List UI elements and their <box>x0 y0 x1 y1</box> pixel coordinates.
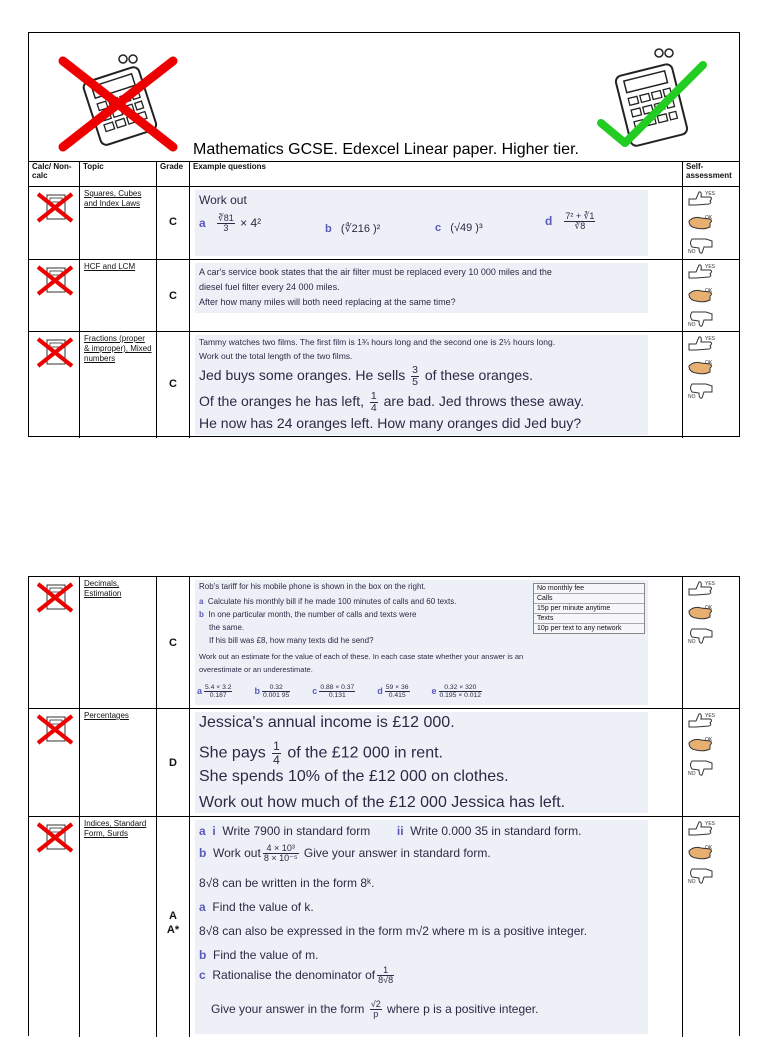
table-row <box>29 260 739 332</box>
q-text: Of the oranges he has left, <box>199 393 364 410</box>
self-assessment-cell <box>683 577 741 708</box>
yes-label: YES <box>705 191 716 197</box>
topic-label: Indices, Standard Form, Surds <box>80 817 157 1037</box>
ok-hand-icon[interactable] <box>686 285 716 305</box>
page-title: Mathematics GCSE. Edexcel Linear paper. Higher tier. <box>193 141 579 158</box>
topic-label: HCF and LCM <box>80 260 157 331</box>
thumbs-down-icon[interactable] <box>686 757 716 777</box>
non-calculator-icon <box>35 581 75 613</box>
tariff-box <box>533 583 645 634</box>
grade-cell <box>157 260 190 331</box>
q-line <box>199 365 533 388</box>
tariff-line: No monthly fee <box>534 584 644 594</box>
q-part-a <box>199 597 456 606</box>
thumbs-down-icon[interactable] <box>686 235 716 255</box>
part-label: c <box>435 222 442 234</box>
frac-den: 0.187 <box>209 692 227 700</box>
calc-cell <box>29 260 80 331</box>
q-text: 8√8 can be written in the form 8ᵏ. <box>199 876 375 890</box>
ok-label: OK <box>705 605 713 611</box>
question-box <box>195 263 648 313</box>
q-part-a <box>199 824 581 838</box>
q-text: the same. <box>209 623 245 632</box>
q-text: Work out the total length of the two films. <box>199 351 353 361</box>
thumbs-up-icon[interactable] <box>686 189 716 209</box>
calc-cell <box>29 187 80 259</box>
q-text: Give your answer in standard form. <box>303 846 491 861</box>
ok-label: OK <box>705 845 713 851</box>
q-text: Write 0.000 35 in standard form. <box>410 824 582 838</box>
col-grade: Grade <box>157 161 190 186</box>
frac-num: 5.4 × 3.2 <box>205 684 232 691</box>
part-label: b <box>254 685 260 696</box>
part-label: b <box>199 846 207 861</box>
q-text: Work out <box>213 846 261 861</box>
col-calc: Calc/ Non-calc <box>29 161 80 186</box>
q-line <box>211 1000 538 1020</box>
yes-label: YES <box>705 264 716 270</box>
grade-cell <box>157 577 190 708</box>
grade-value: C <box>169 378 177 390</box>
frac-den: p <box>373 1009 379 1020</box>
q-text: Work out how much of the £12 000 Jessica has left. <box>199 794 566 811</box>
calc-cell <box>29 577 80 708</box>
no-label: NO <box>688 322 696 328</box>
question-box <box>195 190 648 256</box>
non-calculator-icon <box>35 713 75 745</box>
non-calculator-icon <box>35 336 75 368</box>
grade-value: C <box>169 637 177 649</box>
topic-label: Fractions (proper & improper), Mixed numbers <box>80 332 157 438</box>
worksheet-page-1 <box>28 32 740 437</box>
q-text: Find the value of m. <box>213 948 319 962</box>
frac-num: 7² + ∛1 <box>565 211 595 221</box>
part-label: i <box>212 824 216 838</box>
part-label: a <box>199 824 206 838</box>
thumbs-up-icon[interactable] <box>686 711 716 731</box>
q-text: of these oranges. <box>424 367 534 384</box>
no-label: NO <box>688 879 696 885</box>
grade-value: A A* <box>166 910 180 936</box>
table-row <box>29 577 739 709</box>
tariff-line: 15p per minute anytime <box>534 604 644 614</box>
table-row <box>29 332 739 438</box>
q-text: Write 7900 in standard form <box>222 824 371 838</box>
question-cell <box>190 709 683 816</box>
q-text: are bad. Jed throws these away. <box>383 393 585 410</box>
thumbs-down-icon[interactable] <box>686 308 716 328</box>
frac-num: ∛81 <box>218 213 234 223</box>
ok-hand-icon[interactable] <box>686 212 716 232</box>
frac-num: 0.32 <box>262 684 290 692</box>
frac-den: 0.415 <box>388 692 406 700</box>
frac-den: 0.195 × 0.012 <box>439 692 482 700</box>
non-calculator-icon <box>35 191 75 223</box>
q-text: Find the value of k. <box>212 900 314 914</box>
self-assessment-cell <box>683 260 741 331</box>
q-text: Work out an estimate for the value of each of these. In each case state whether your answer is an <box>199 652 524 661</box>
part-label: e <box>431 685 437 696</box>
q-line <box>199 740 443 766</box>
calc-cell <box>29 709 80 816</box>
calc-cell <box>29 332 80 438</box>
q-line <box>199 948 318 962</box>
thumbs-up-icon[interactable] <box>686 334 716 354</box>
q-heading: Work out <box>199 193 247 207</box>
grade-cell <box>157 187 190 259</box>
q-text: (√49 )³ <box>450 222 483 234</box>
no-label: NO <box>688 639 696 645</box>
grade-cell <box>157 817 190 1037</box>
q-part-b <box>325 222 380 235</box>
q-text: She pays <box>199 744 266 762</box>
ok-label: OK <box>705 737 713 743</box>
grade-cell <box>157 332 190 438</box>
question-box <box>195 335 648 435</box>
frac-den: 5 <box>412 376 418 389</box>
q-text: (∜216 )² <box>340 223 381 235</box>
q-text: where p is a positive integer. <box>387 1002 539 1017</box>
ok-label: OK <box>705 215 713 221</box>
frac-den: 0.001 95 <box>263 692 290 700</box>
yes-label: YES <box>705 336 716 342</box>
q-text: Tammy watches two films. The first film is 1¾ hours long and the second one is 2⅓ hours long. <box>199 337 556 347</box>
self-assessment-cell <box>683 817 741 1037</box>
q-text: Rationalise the denominator of <box>212 968 376 983</box>
q-text: Rob's tariff for his mobile phone is shown in the box on the right. <box>199 582 426 591</box>
q-text: overestimate or an underestimate. <box>199 665 313 674</box>
q-text: In one particular month, the number of calls and texts were <box>208 610 417 619</box>
ok-hand-icon[interactable] <box>686 734 716 754</box>
thumbs-down-icon[interactable] <box>686 380 716 400</box>
part-label: d <box>545 214 553 229</box>
part-label: b <box>199 948 207 962</box>
frac-num: 0.32 × 320 <box>439 684 482 692</box>
q-text: He now has 24 oranges left. How many oranges did Jed buy? <box>199 415 582 431</box>
table-row <box>29 709 739 817</box>
frac-num: 1 <box>370 390 377 402</box>
part-label: a <box>199 900 206 914</box>
part-label: b <box>199 610 204 619</box>
part-label: a <box>199 597 204 606</box>
frac-num: 3 <box>412 364 418 376</box>
q-part-b <box>199 844 491 864</box>
estimation-parts <box>197 684 646 699</box>
question-box <box>195 712 648 813</box>
q-text: Jessica's annual income is £12 000. <box>199 714 455 731</box>
table-row <box>29 817 739 1037</box>
topic-label: Squares, Cubes and Index Laws <box>80 187 157 259</box>
grade-value: C <box>169 290 177 302</box>
ok-hand-icon[interactable] <box>686 602 716 622</box>
question-cell <box>190 260 683 331</box>
col-questions: Example questions <box>190 161 683 186</box>
ok-label: OK <box>705 288 713 294</box>
tariff-line: 10p per text to any network <box>537 625 622 632</box>
calc-cell <box>29 817 80 1037</box>
frac-num: √2 <box>370 999 381 1009</box>
non-calculator-icon <box>49 45 189 155</box>
yes-label: YES <box>705 713 716 719</box>
q-text: diesel fuel filter every 24 000 miles. <box>199 282 340 292</box>
yes-label: YES <box>705 821 716 827</box>
q-part-c <box>435 222 483 234</box>
question-box <box>195 820 648 1034</box>
q-line <box>199 966 396 986</box>
question-cell <box>190 817 683 1037</box>
frac-num: 0.88 × 0.37 <box>320 684 355 691</box>
q-part-b <box>199 610 416 619</box>
q-text: × 4² <box>240 216 262 231</box>
q-line <box>199 391 584 414</box>
thumbs-up-icon[interactable] <box>686 262 716 282</box>
frac-den: 8√8 <box>378 975 394 986</box>
frac-den: 4 <box>273 752 280 767</box>
part-label: a <box>199 216 206 231</box>
question-cell <box>190 187 683 259</box>
topic-label: Decimals, Estimation <box>80 577 157 708</box>
grade-value: C <box>169 216 177 228</box>
question-box <box>195 580 648 705</box>
self-assessment-cell <box>683 709 741 816</box>
frac-num: 59 × 36 <box>385 684 409 691</box>
tariff-line: Calls <box>534 594 644 604</box>
ok-hand-icon[interactable] <box>686 842 716 862</box>
table-row <box>29 187 739 260</box>
q-text: 8√8 can also be expressed in the form m√2 where m is a positive integer. <box>199 924 588 938</box>
q-part-d <box>545 212 597 232</box>
frac-num: 4 × 10³ <box>263 844 299 854</box>
q-text: She spends 10% of the £12 000 on clothes. <box>199 768 509 785</box>
part-label: d <box>377 685 383 696</box>
header-band <box>29 33 739 162</box>
question-cell <box>190 332 683 438</box>
grade-cell <box>157 709 190 816</box>
frac-num: 1 <box>377 966 394 976</box>
no-label: NO <box>688 771 696 777</box>
q-text: of the £12 000 in rent. <box>287 744 443 762</box>
part-label: b <box>325 223 332 235</box>
q-text: After how many miles will both need replacing at the same time? <box>199 297 456 307</box>
col-topic: Topic <box>80 161 157 186</box>
frac-num: 1 <box>273 739 280 753</box>
part-label: ii <box>396 824 404 838</box>
q-part-a <box>199 214 261 234</box>
thumbs-down-icon[interactable] <box>686 865 716 885</box>
yes-label: YES <box>705 581 716 587</box>
frac-den: 8 × 10⁻⁵ <box>263 853 298 864</box>
part-label: c <box>312 685 318 696</box>
ok-hand-icon[interactable] <box>686 357 716 377</box>
no-label: NO <box>688 394 696 400</box>
thumbs-up-icon[interactable] <box>686 819 716 839</box>
frac-den: 3 <box>223 223 229 234</box>
frac-den: ∛8 <box>574 221 586 232</box>
calculator-allowed-icon <box>591 39 711 157</box>
question-cell <box>190 577 683 708</box>
self-assessment-cell <box>683 332 741 438</box>
part-label: c <box>199 968 206 983</box>
worksheet-page-2 <box>28 576 740 1036</box>
q-line <box>199 900 314 914</box>
col-self-assessment: Self-assessment <box>686 162 732 180</box>
q-text: If his bill was £8, how many texts did he send? <box>209 636 374 645</box>
non-calculator-icon <box>35 264 75 296</box>
grade-value: D <box>169 757 177 769</box>
q-text: A car's service book states that the air filter must be replaced every 10 000 miles and the <box>199 267 552 277</box>
topic-label: Percentages <box>80 709 157 816</box>
q-text: Jed buys some oranges. He sells <box>199 367 406 384</box>
ok-label: OK <box>705 360 713 366</box>
q-text: Calculate his monthly bill if he made 100 minutes of calls and 60 texts. <box>207 597 457 606</box>
column-header-row <box>29 161 739 187</box>
self-assessment-cell <box>683 187 741 259</box>
no-label: NO <box>688 249 696 255</box>
frac-den: 4 <box>370 402 377 415</box>
tariff-line: Texts <box>534 614 644 624</box>
part-label: a <box>197 685 203 696</box>
non-calculator-icon <box>35 821 75 853</box>
thumbs-up-icon[interactable] <box>686 579 716 599</box>
thumbs-down-icon[interactable] <box>686 625 716 645</box>
frac-den: 0.131 <box>328 692 346 700</box>
q-text: Give your answer in the form <box>211 1002 365 1017</box>
